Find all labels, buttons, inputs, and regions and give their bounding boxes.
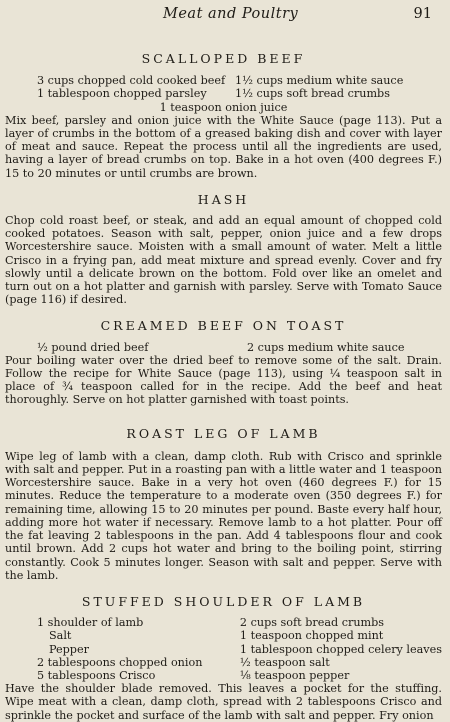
recipe-hash bbox=[5, 180, 442, 307]
recipe-instructions: Pour boiling water over the dried beef to remove some of the salt. Drain. Follow the recipe for White Sauce (page 113), using ¼ teaspoon salt in place of ¾ teaspoon called for in the recipe. Add the beef and heat thoroughly. Serve on hot platter garnished with toast points. bbox=[5, 353, 442, 407]
ingredient: 2 cups medium white sauce bbox=[247, 340, 405, 354]
ingredient-row bbox=[5, 87, 442, 100]
ingredient: 1 teaspoon onion juice bbox=[159, 100, 288, 114]
page-content bbox=[5, 30, 442, 722]
recipe-title: ROAST LEG OF LAMB bbox=[126, 425, 321, 441]
recipe-instructions: Wipe leg of lamb with a clean, damp cloth. Rub with Crisco and sprinkle with salt and pepper. Put in a roasting pan with a little water and 1 teaspoon Worcestershire sauce. Bake in a very hot oven (460 degrees F.) for 15 minutes. Reduce the temperature to a moderate oven (350 degrees F.) for remaining time, allowing 15 to 20 minutes per pound. Baste every half hour, adding more hot water if necessary. Remove lamb to a hot platter. Pour off the fat leaving 2 tablespoons in the pan. Add 4 tablespoons flour and cook until brown. Add 2 cups hot water and bring to the boiling point, stirring constantly. Cook 5 minutes longer. Season with salt and pepper. Serve with the lamb. bbox=[5, 449, 442, 582]
recipe-title: CREAMED BEEF ON TOAST bbox=[100, 318, 347, 334]
ingredient-column-right bbox=[240, 616, 442, 682]
recipe-scalloped-beef bbox=[5, 30, 442, 180]
recipe-title: SCALLOPED BEEF bbox=[141, 51, 306, 66]
page-number: 91 bbox=[413, 6, 432, 22]
ingredient: 2 tablespoons chopped onion bbox=[37, 655, 203, 669]
recipe-instructions: Chop cold roast beef, or steak, and add an equal amount of chopped cold cooked potatoes. Season with salt, pepper, onion juice and a few drops Worcestershire sauce. Moisten with a small amount of water. Melt a little Crisco in a frying pan, add meat mixture and spread evenly. Cover and fry slowly until a delicate brown on the bottom. Fold over like an omelet and turn out on a hot platter and garnish with parsley. Serve with Tomato Sauce (page 116) if desired. bbox=[5, 214, 442, 307]
ingredient: 1½ cups medium white sauce bbox=[235, 74, 404, 88]
running-header bbox=[0, 6, 450, 28]
recipe-creamed-beef bbox=[5, 306, 442, 406]
ingredient: Pepper bbox=[49, 642, 89, 656]
ingredient-list bbox=[5, 616, 442, 682]
recipe-title: HASH bbox=[197, 191, 250, 207]
ingredient: 3 cups chopped cold cooked beef bbox=[37, 74, 226, 88]
ingredient-list bbox=[5, 74, 442, 114]
running-title: Meat and Poultry bbox=[163, 6, 299, 22]
ingredient: 5 tablespoons Crisco bbox=[37, 668, 156, 682]
ingredient-column-left bbox=[5, 616, 240, 682]
ingredient: 1½ cups soft bread crumbs bbox=[235, 87, 390, 101]
recipe-instructions: Mix beef, parsley and onion juice with the White Sauce (page 113). Put a layer of crumbs in the bottom of a greased baking dish and cover with layer of meat and sauce. Repeat the process until all the ingredients are used, having a layer of bread crumbs on top. Bake in a hot oven (400 degrees F.) 15 to 20 minutes or until crumbs are brown. bbox=[5, 113, 442, 180]
recipe-title: STUFFED SHOULDER OF LAMB bbox=[81, 593, 366, 609]
ingredient-row bbox=[5, 74, 442, 87]
ingredient: Salt bbox=[49, 629, 72, 643]
ingredient: ½ pound dried beef bbox=[37, 340, 149, 354]
recipe-instructions: Have the shoulder blade removed. This leaves a pocket for the stuffing. Wipe meat with a clean, damp cloth, spread with 2 tablespoons Crisco and sprinkle the pocket and surface of the lamb with salt and pepper. Fry onion bbox=[5, 682, 442, 722]
recipe-stuffed-shoulder bbox=[5, 582, 442, 722]
ingredient: ⅛ teaspoon pepper bbox=[239, 668, 350, 682]
ingredient-row bbox=[5, 341, 442, 354]
ingredient: 1 tablespoon chopped parsley bbox=[37, 87, 207, 101]
ingredient: 1 tablespoon chopped celery leaves bbox=[239, 642, 442, 656]
ingredient: 2 cups soft bread crumbs bbox=[239, 616, 385, 630]
ingredient: 1 teaspoon chopped mint bbox=[239, 629, 384, 643]
ingredient: 1 shoulder of lamb bbox=[37, 616, 144, 630]
recipe-roast-leg-of-lamb bbox=[5, 407, 442, 582]
ingredient: ½ teaspoon salt bbox=[239, 655, 330, 669]
